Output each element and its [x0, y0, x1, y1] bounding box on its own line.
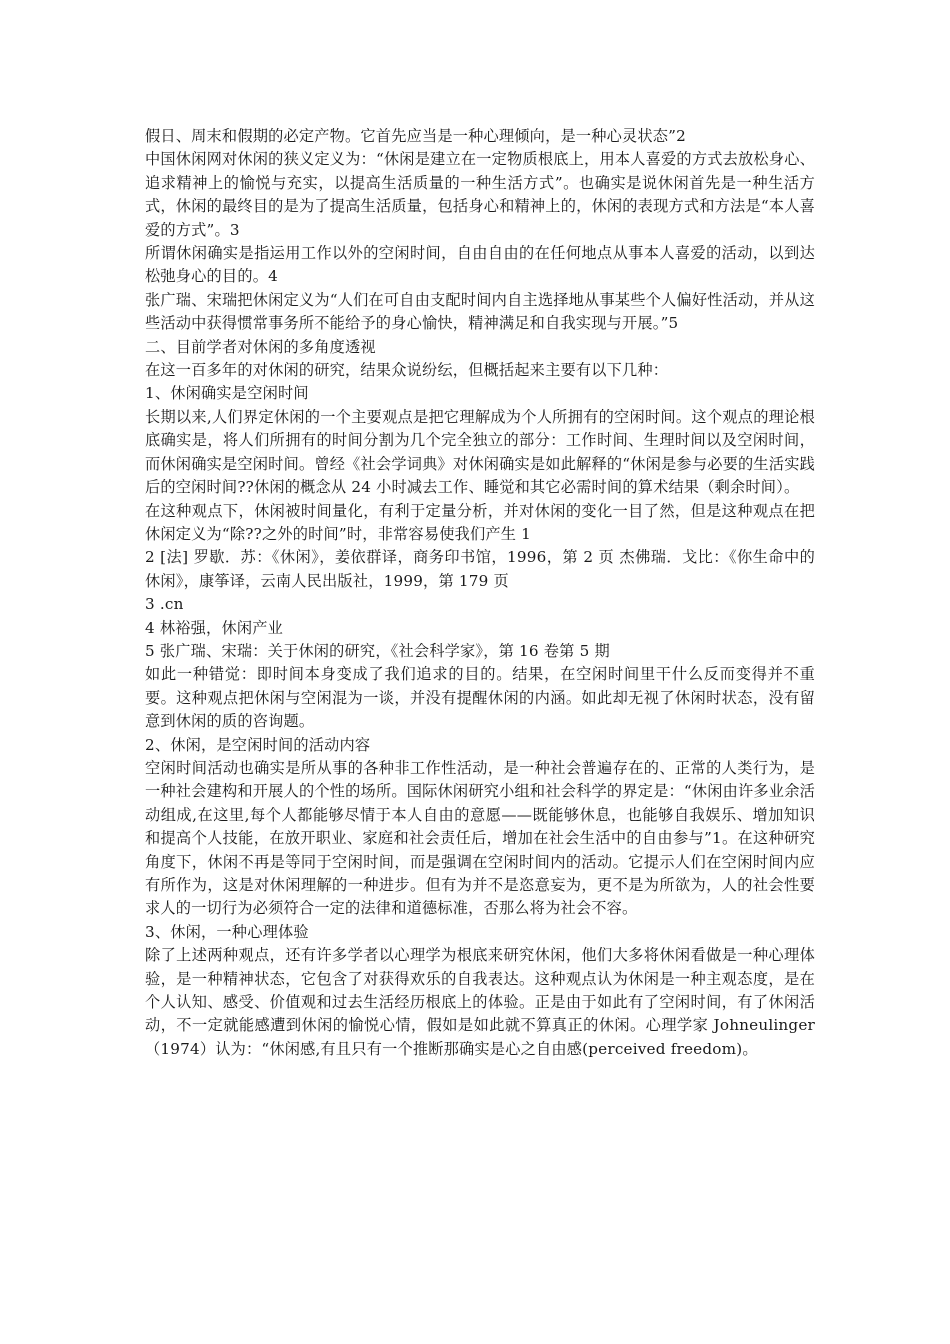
paragraph-quantification: 在这种观点下，休闲被时间量化，有利于定量分析，并对休闲的变化一目了然，但是这种观点在把休闲定义为“除??之外的时间”时，非常容易使我们产生 1 [145, 501, 815, 543]
paragraph-narrow-definition: 中国休闲网对休闲的狭义定义为：“休闲是建立在一定物质根底上，用本人喜爱的方式去放松身心、追求精神上的愉悦与充实，以提高生活质量的一种生活方式”。也确实是说休闲首先是一种生活方式，休闲的最终目的是为了提高生活质量，包括身心和精神上的，休闲的表现方式和方法是“本人喜爱的方式”。3 [145, 150, 815, 239]
paragraph-activity-view: 空闲时间活动也确实是所从事的各种非工作性活动，是一种社会普遍存在的、正常的人类行为，是一种社会建构和开展人的个性的场所。国际休闲研究小组和社会科学的界定是：“休闲由许多业余活动组成,在这里,每个人都能够尽情于本人自由的意愿——既能够休息，也能够自我娱乐、增加知识和提高个人技能，在放开职业、家庭和社会责任后，增加在社会生活中的自由参与”1。在这种研究角度下，休闲不再是等同于空闲时间，而是强调在空闲时间内的活动。它提示人们在空闲时间内应有所作为，这是对休闲理解的一种进步。但有为并不是恣意妄为，更不是为所欲为，人的社会性要求人的一切行为必须符合一定的法律和道德标准，否那么将为社会不容。 [145, 758, 815, 918]
paragraph-free-time-definition: 所谓休闲确实是指运用工作以外的空闲时间，自由自由的在任何地点从事本人喜爱的活动，以到达松弛身心的目的。4 [145, 244, 815, 286]
footnote-2: 2 [法] 罗歇．苏：《休闲》，姜依群译，商务印书馆，1996，第 2 页 杰佛瑞．戈比：《你生命中的休闲》，康筝译，云南人民出版社，1999，第 179 页 [145, 548, 815, 590]
paragraph-continuation: 假日、周末和假期的必定产物。它首先应当是一种心理倾向，是一种心灵状态”2 [145, 127, 687, 145]
subheading-leisure-as-experience: 3、休闲，一种心理体验 [145, 922, 309, 941]
paragraph-intro-perspectives: 在这一百多年的对休闲的研究，结果众说纷纭，但概括起来主要有以下几种： [145, 361, 669, 380]
paragraph-experience-view: 除了上述两种观点，还有许多学者以心理学为根底来研究休闲，他们大多将休闲看做是一种心理体验，是一种精神状态，它包含了对获得欢乐的自我表达。这种观点认为休闲是一种主观态度，是在个人认知、感受、价值观和过去生活经历根底上的体验。正是由于如此有了空闲时间，有了休闲活动，不一定就能感遭到休闲的愉悦心情，假如是如此就不算真正的休闲。心理学家 Johneulinger（1974）认为：“休闲感,有且只有一个推断那确实是心之自由感(perceived freedom)。 [145, 946, 815, 1058]
subheading-leisure-as-free-time: 1、休闲确实是空闲时间 [145, 384, 309, 403]
footnote-5: 5 张广瑞、宋瑞：关于休闲的研究，《社会科学家》，第 16 卷第 5 期 [145, 641, 610, 660]
document-body [145, 125, 815, 1061]
footnote-4: 4 林裕强，休闲产业 [145, 618, 283, 637]
paragraph-free-time-view: 长期以来,人们界定休闲的一个主要观点是把它理解成为个人所拥有的空闲时间。这个观点的理论根底确实是，将人们所拥有的时间分割为几个完全独立的部分：工作时间、生理时间以及空闲时间，而休闲确实是空闲时间。曾经《社会学词典》对休闲确实是如此解释的“休闲是参与必要的生活实践后的空闲时间??休闲的概念从 24 小时减去工作、睡觉和其它必需时间的算术结果（剩余时间）。 [145, 407, 815, 497]
paragraph-zhang-song-definition: 张广瑞、宋瑞把休闲定义为“人们在可自由支配时间内自主选择地从事某些个人偏好性活动，并从这些活动中获得惯常事务所不能给予的身心愉快，精神满足和自我实现与开展。”5 [145, 290, 815, 333]
subheading-leisure-as-activity: 2、休闲，是空闲时间的活动内容 [145, 735, 371, 754]
footnote-3: 3 .cn [145, 595, 184, 614]
section-heading-perspectives: 二、目前学者对休闲的多角度透视 [145, 337, 376, 356]
paragraph-illusion: 如此一种错觉：即时间本身变成了我们追求的目的。结果，在空闲时间里干什么反而变得并不重要。这种观点把休闲与空闲混为一谈，并没有提醒休闲的内涵。如此却无视了休闲时状态，没有留意到休闲的质的咨询题。 [145, 665, 815, 731]
